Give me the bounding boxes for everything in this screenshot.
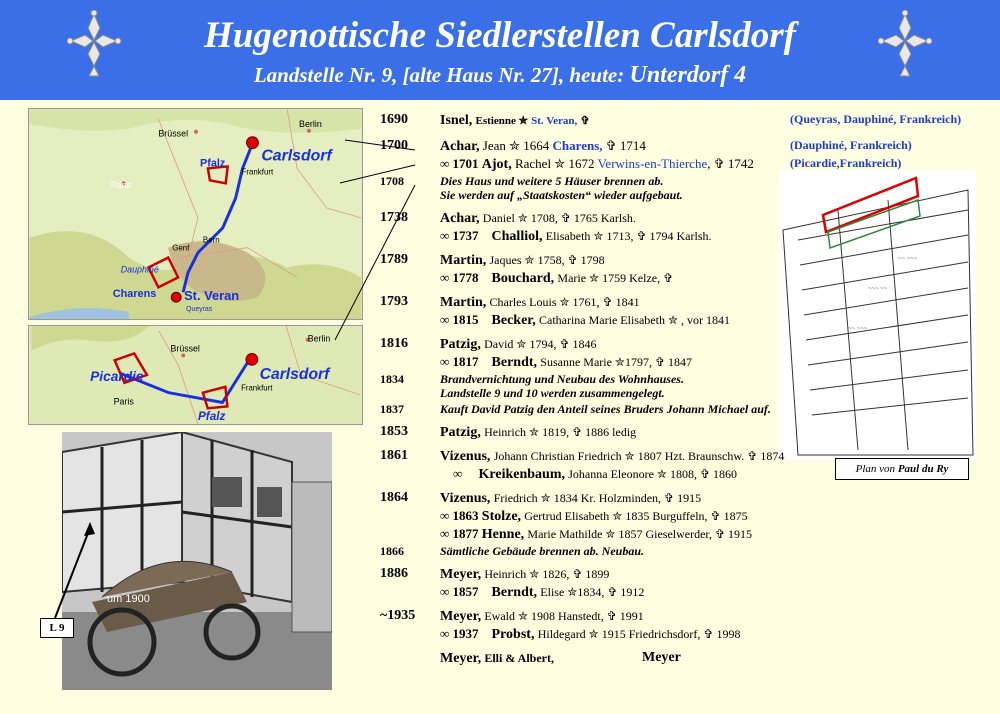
plan-caption	[835, 458, 969, 480]
entry-year: ~1935	[380, 608, 416, 623]
map2-label-berlin: Berlin	[307, 333, 331, 344]
subtitle-prefix: Landstelle Nr. 9, [alte Haus Nr. 27], heute:	[253, 63, 625, 87]
entry-details: Jean ✮ 1664	[482, 138, 550, 153]
entry-details: Daniel ✮ 1708, ✞ 1765 Karlsh.	[482, 211, 636, 225]
map2-label-pfalz: Pfalz	[197, 410, 226, 424]
map-label-dauphine: Dauphiné	[120, 264, 159, 275]
entry-details: Hildegard ✮ 1915 Friedrichsdorf, ✞ 1998	[537, 627, 741, 641]
entry-marriage: ∞ 1778	[440, 270, 479, 285]
svg-text:~~~ ~~: ~~~ ~~	[868, 286, 888, 292]
entry-details: Elise ✮1834, ✞ 1912	[540, 585, 645, 599]
entry-year: 1700	[380, 138, 408, 153]
entry-origin: (Dauphiné, Frankreich)	[790, 138, 912, 152]
entry-origin: (Queyras, Dauphiné, Frankreich)	[790, 112, 962, 126]
entry-details: Marie Mathilde ✮ 1857 Gieselwerder, ✞ 1915	[527, 527, 752, 541]
entry-place: Verwins-en-Thierche	[597, 156, 708, 171]
entry-details: Elisabeth ✮ 1713, ✞ 1794 Karlsh.	[545, 229, 712, 243]
entry-details: Heinrich ✮ 1826, ✞ 1899	[484, 567, 610, 581]
entry-details: Marie ✮ 1759 Kelze, ✞	[557, 271, 674, 285]
house-marker-label: L 9	[40, 618, 74, 638]
entry-details: Charles Louis ✮ 1761, ✞ 1841	[489, 295, 640, 309]
migration-map-south	[28, 108, 363, 320]
entry-year: 1708	[380, 174, 404, 188]
map-label-queyras: Queyras	[186, 306, 213, 314]
map-label-charens: Charens	[112, 288, 157, 301]
entry-name: Achar,	[440, 139, 480, 154]
entry-year: 1866	[380, 544, 404, 558]
entry-details: Johanna Eleonore ✮ 1808, ✞ 1860	[568, 467, 738, 481]
entry-name: Martin,	[440, 295, 487, 310]
entry-details: Estienne ✮	[475, 115, 528, 127]
map2-label-bruessel: Brüssel	[170, 343, 200, 354]
huguenot-cross-icon	[878, 10, 932, 80]
migration-map-north	[28, 325, 363, 425]
entry-marriage: ∞ 1701	[440, 156, 479, 171]
map-label-genf: Genf	[172, 243, 190, 253]
entry-marriage: ∞	[453, 466, 463, 481]
entry-marriage: ∞ 1857	[440, 584, 479, 599]
entry-details: Elli & Albert,	[484, 651, 554, 665]
entry-marriage: ∞ 1737	[440, 228, 479, 243]
plan-caption-name: Paul du Ry	[897, 463, 949, 475]
entry-details-b: ✞ 1714	[605, 138, 646, 153]
map2-label-picardie: Picardie	[90, 368, 144, 384]
entry-year: 1837	[380, 402, 404, 416]
map2-label-frankfurt: Frankfurt	[241, 383, 273, 393]
entry-details: David ✮ 1794, ✞ 1846	[484, 337, 597, 351]
entry-text-2: Landstelle 9 und 10 werden zusammengelegt.	[440, 386, 665, 400]
map2-label-paris: Paris	[113, 396, 134, 407]
entry-place: St. Veran,	[531, 115, 578, 127]
entry-origin: (Picardie,Frankreich)	[790, 156, 902, 170]
entry-name: Meyer,	[440, 567, 482, 582]
entry-name: Becker,	[491, 313, 536, 328]
entry-name: Bouchard,	[491, 271, 555, 286]
entry-name: Challiol,	[491, 229, 543, 244]
entry-name: Vizenus,	[440, 449, 491, 464]
entry-year: 1886	[380, 566, 408, 581]
historic-photo	[62, 432, 332, 690]
photo-caption: um 1900	[107, 593, 150, 605]
subtitle-address: Unterdorf 4	[629, 62, 747, 88]
map-label-st-veran: St. Veran	[184, 288, 240, 304]
entry-name: Martin,	[440, 253, 487, 268]
entry-name: Stolze,	[481, 509, 522, 524]
entry-name: Patzig,	[440, 337, 481, 352]
carlsdorf-dot	[247, 137, 259, 149]
map2-label-carlsdorf: Carlsdorf	[259, 365, 330, 383]
entry-mark: ✞	[580, 115, 590, 127]
entry-name: Berndt,	[491, 585, 538, 600]
entry-marriage: ∞ 1937	[440, 626, 479, 641]
svg-text:~~ ~~~: ~~ ~~~	[848, 326, 868, 332]
entry-name: Probst,	[491, 627, 535, 642]
entry-marriage: ∞ 1863	[440, 508, 479, 523]
entry-extra: Meyer	[642, 650, 681, 665]
entry-name: Berndt,	[491, 355, 538, 370]
entry-text-2: Sie werden auf „Staatskosten“ wieder aufgebaut.	[440, 188, 683, 202]
map-label-carlsdorf: Carlsdorf	[261, 147, 332, 165]
entry-year: 1690	[380, 112, 408, 127]
entry-details: Rachel ✮ 1672	[514, 156, 595, 171]
entry-text: Sämtliche Gebäude brennen ab. Neubau.	[440, 544, 645, 558]
entry-details: Gertrud Elisabeth ✮ 1835 Burguffeln, ✞ 1875	[524, 509, 748, 523]
entry-year: 1864	[380, 490, 408, 505]
entry-text-1: Brandvernichtung und Neubau des Wohnhauses.	[440, 372, 684, 386]
entry-year: 1738	[380, 210, 408, 225]
map-label-paris: Paris	[110, 180, 132, 191]
entry-year: 1834	[380, 372, 404, 386]
entry-name: Ajot,	[481, 157, 512, 172]
map-label-bruessel: Brüssel	[158, 128, 189, 139]
st-veran-dot	[171, 292, 181, 302]
cadastral-plan-sketch	[778, 170, 976, 460]
entry-year: 1793	[380, 294, 408, 309]
map-label-bern: Bern	[202, 235, 220, 245]
entry-year: 1816	[380, 336, 408, 351]
entry-name: Meyer,	[440, 651, 482, 666]
page-title: Hugenottische Siedlerstellen Carlsdorf	[203, 15, 797, 56]
entry-name: Achar,	[440, 211, 480, 226]
entry-details: Catharina Marie Elisabeth ✮ , vor 1841	[538, 313, 730, 327]
entry-details-b: , ✞ 1742	[707, 156, 754, 171]
map-label-pfalz: Pfalz	[199, 157, 226, 170]
entry-name: Meyer,	[440, 609, 482, 624]
page-subtitle	[0, 62, 1000, 89]
entry-place: Charens,	[552, 138, 603, 153]
map-label-berlin: Berlin	[299, 118, 322, 129]
entry-details: Heinrich ✮ 1819, ✞ 1886 ledig	[484, 425, 637, 439]
entry-details: Ewald ✮ 1908 Hanstedt, ✞ 1991	[484, 609, 644, 623]
pointer-arrow	[50, 520, 100, 620]
entry-details: Johann Christian Friedrich ✮ 1807 Hzt. Braunschw. ✞ 1874	[493, 449, 785, 463]
map-label-frankfurt: Frankfurt	[241, 167, 274, 177]
entry-details: Susanne Marie ✮1797, ✞ 1847	[540, 355, 693, 369]
entry-details: Jaques ✮ 1758, ✞ 1798	[489, 253, 605, 267]
connector-lines	[330, 125, 420, 345]
entry-name: Kreikenbaum,	[478, 467, 566, 482]
plan-caption-prefix: Plan von	[855, 463, 896, 475]
entry-text: Kauft David Patzig den Anteil seines Bruders Johann Michael auf.	[440, 402, 771, 416]
entry-details: Friedrich ✮ 1834 Kr. Holzminden, ✞ 1915	[493, 491, 702, 505]
header-banner	[0, 0, 1000, 100]
entry-year: 1861	[380, 448, 408, 463]
entry-year: 1789	[380, 252, 408, 267]
entry-name: Vizenus,	[440, 491, 491, 506]
entry-marriage: ∞ 1817	[440, 354, 479, 369]
entry-year: 1853	[380, 424, 408, 439]
svg-text:~~ ~~~: ~~ ~~~	[898, 256, 918, 262]
entry-marriage: ∞ 1815	[440, 312, 479, 327]
entry-name: Patzig,	[440, 425, 481, 440]
entry-name: Isnel,	[440, 113, 473, 128]
entry-text-1: Dies Haus und weitere 5 Häuser brennen ab.	[440, 174, 664, 188]
entry-name: Henne,	[481, 527, 525, 542]
entry-marriage: ∞ 1877	[440, 526, 479, 541]
